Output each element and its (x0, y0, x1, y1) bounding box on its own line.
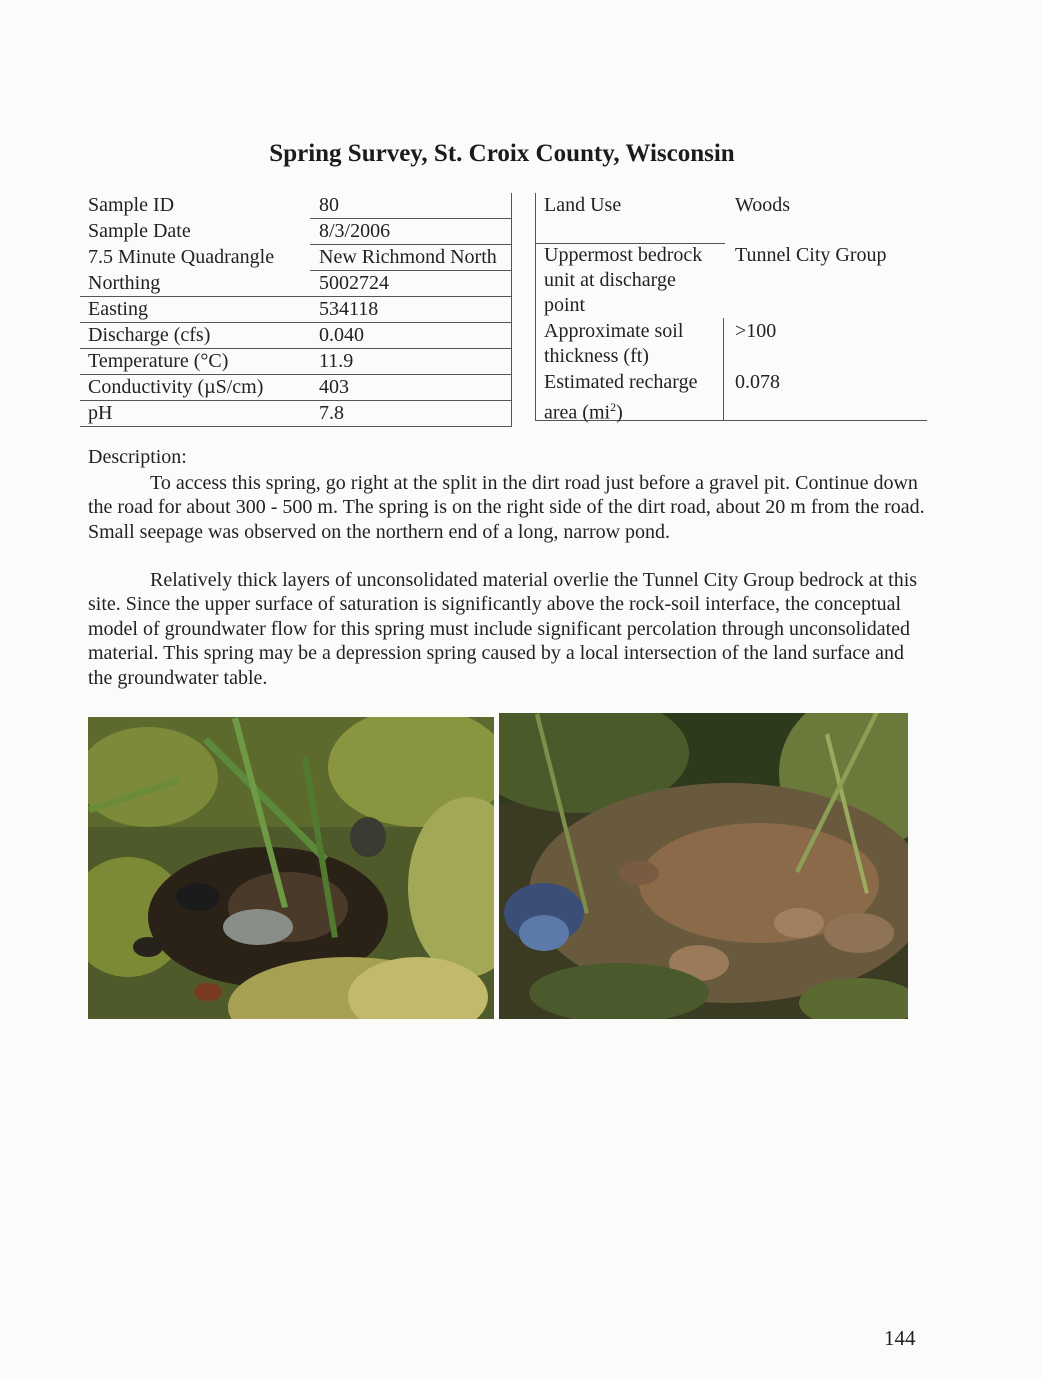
field-label: Sample ID (88, 194, 175, 216)
field-value: 8/3/2006 (310, 219, 512, 245)
land-use-value: Woods (735, 194, 791, 216)
field-value: 11.9 (310, 349, 512, 375)
recharge-label-line2 (544, 395, 724, 426)
table-row (80, 349, 512, 375)
table-row (80, 401, 512, 427)
spring-photo-left-image (88, 717, 494, 1019)
spring-photo-right (499, 713, 908, 1019)
recharge-value: 0.078 (735, 371, 780, 393)
description-label: Description: (88, 446, 187, 468)
recharge-label-prefix: area (mi (544, 401, 611, 424)
sample-data-table (80, 193, 512, 427)
bedrock-label-line3: point (544, 294, 586, 316)
table-row (80, 375, 512, 401)
field-label: Northing (80, 271, 310, 297)
field-value: 534118 (310, 297, 512, 323)
field-value: 5002724 (310, 271, 512, 297)
description-paragraph-1: To access this spring, go right at the split in the dirt road just before a gravel pit. Continue down the road for about 300 - 500 m. The spring is on the right side of the dirt road, about 20 m from the road. Small seepage was observed on the northern end of a long, narrow pond. (88, 472, 925, 543)
table-row (80, 245, 512, 271)
field-label: Temperature (°C) (80, 349, 310, 375)
field-label: Sample Date (88, 219, 191, 242)
description-paragraph-2: Relatively thick layers of unconsolidated material overlie the Tunnel City Group bedrock at this site. Since the upper surface of saturation is significantly above the rock-soil interface, the conceptual model of groundwater flow for this spring must include significant percolation through unconsolidated material. This spring may be a depression spring caused by a local intersection of the land surface and the groundwater table. (88, 569, 918, 689)
table-row (80, 323, 512, 349)
page-title: Spring Survey, St. Croix County, Wisconsin (269, 140, 735, 167)
recharge-label-line1: Estimated recharge (544, 371, 698, 393)
field-value: 0.040 (310, 323, 512, 349)
field-label: pH (80, 401, 310, 427)
spring-photo-left (88, 717, 494, 1019)
field-label: Conductivity (µS/cm) (80, 375, 310, 401)
field-value: 7.8 (310, 401, 512, 427)
field-value: 403 (310, 375, 512, 401)
table-row (80, 271, 512, 297)
land-use-label: Land Use (544, 194, 622, 216)
field-value: New Richmond North (310, 245, 512, 271)
soil-value: >100 (735, 320, 777, 342)
table-row (80, 297, 512, 323)
soil-label-line1: Approximate soil (544, 320, 684, 342)
field-label: Discharge (cfs) (80, 323, 310, 349)
table-divider (535, 193, 536, 421)
bedrock-value: Tunnel City Group (735, 244, 887, 266)
field-value: 80 (310, 193, 512, 219)
bedrock-label-line2: unit at discharge (544, 269, 676, 291)
spring-photo-right-image (499, 713, 908, 1019)
recharge-label-superscript: 2 (610, 400, 617, 414)
bedrock-label-line1: Uppermost bedrock (544, 244, 703, 266)
recharge-label-suffix: ) (616, 401, 623, 424)
page-number: 144 (884, 1326, 916, 1350)
table-row (80, 219, 512, 245)
field-label: Easting (80, 297, 310, 323)
soil-label-line2: thickness (ft) (544, 345, 649, 367)
table-row (80, 193, 512, 219)
field-label: 7.5 Minute Quadrangle (88, 245, 275, 268)
